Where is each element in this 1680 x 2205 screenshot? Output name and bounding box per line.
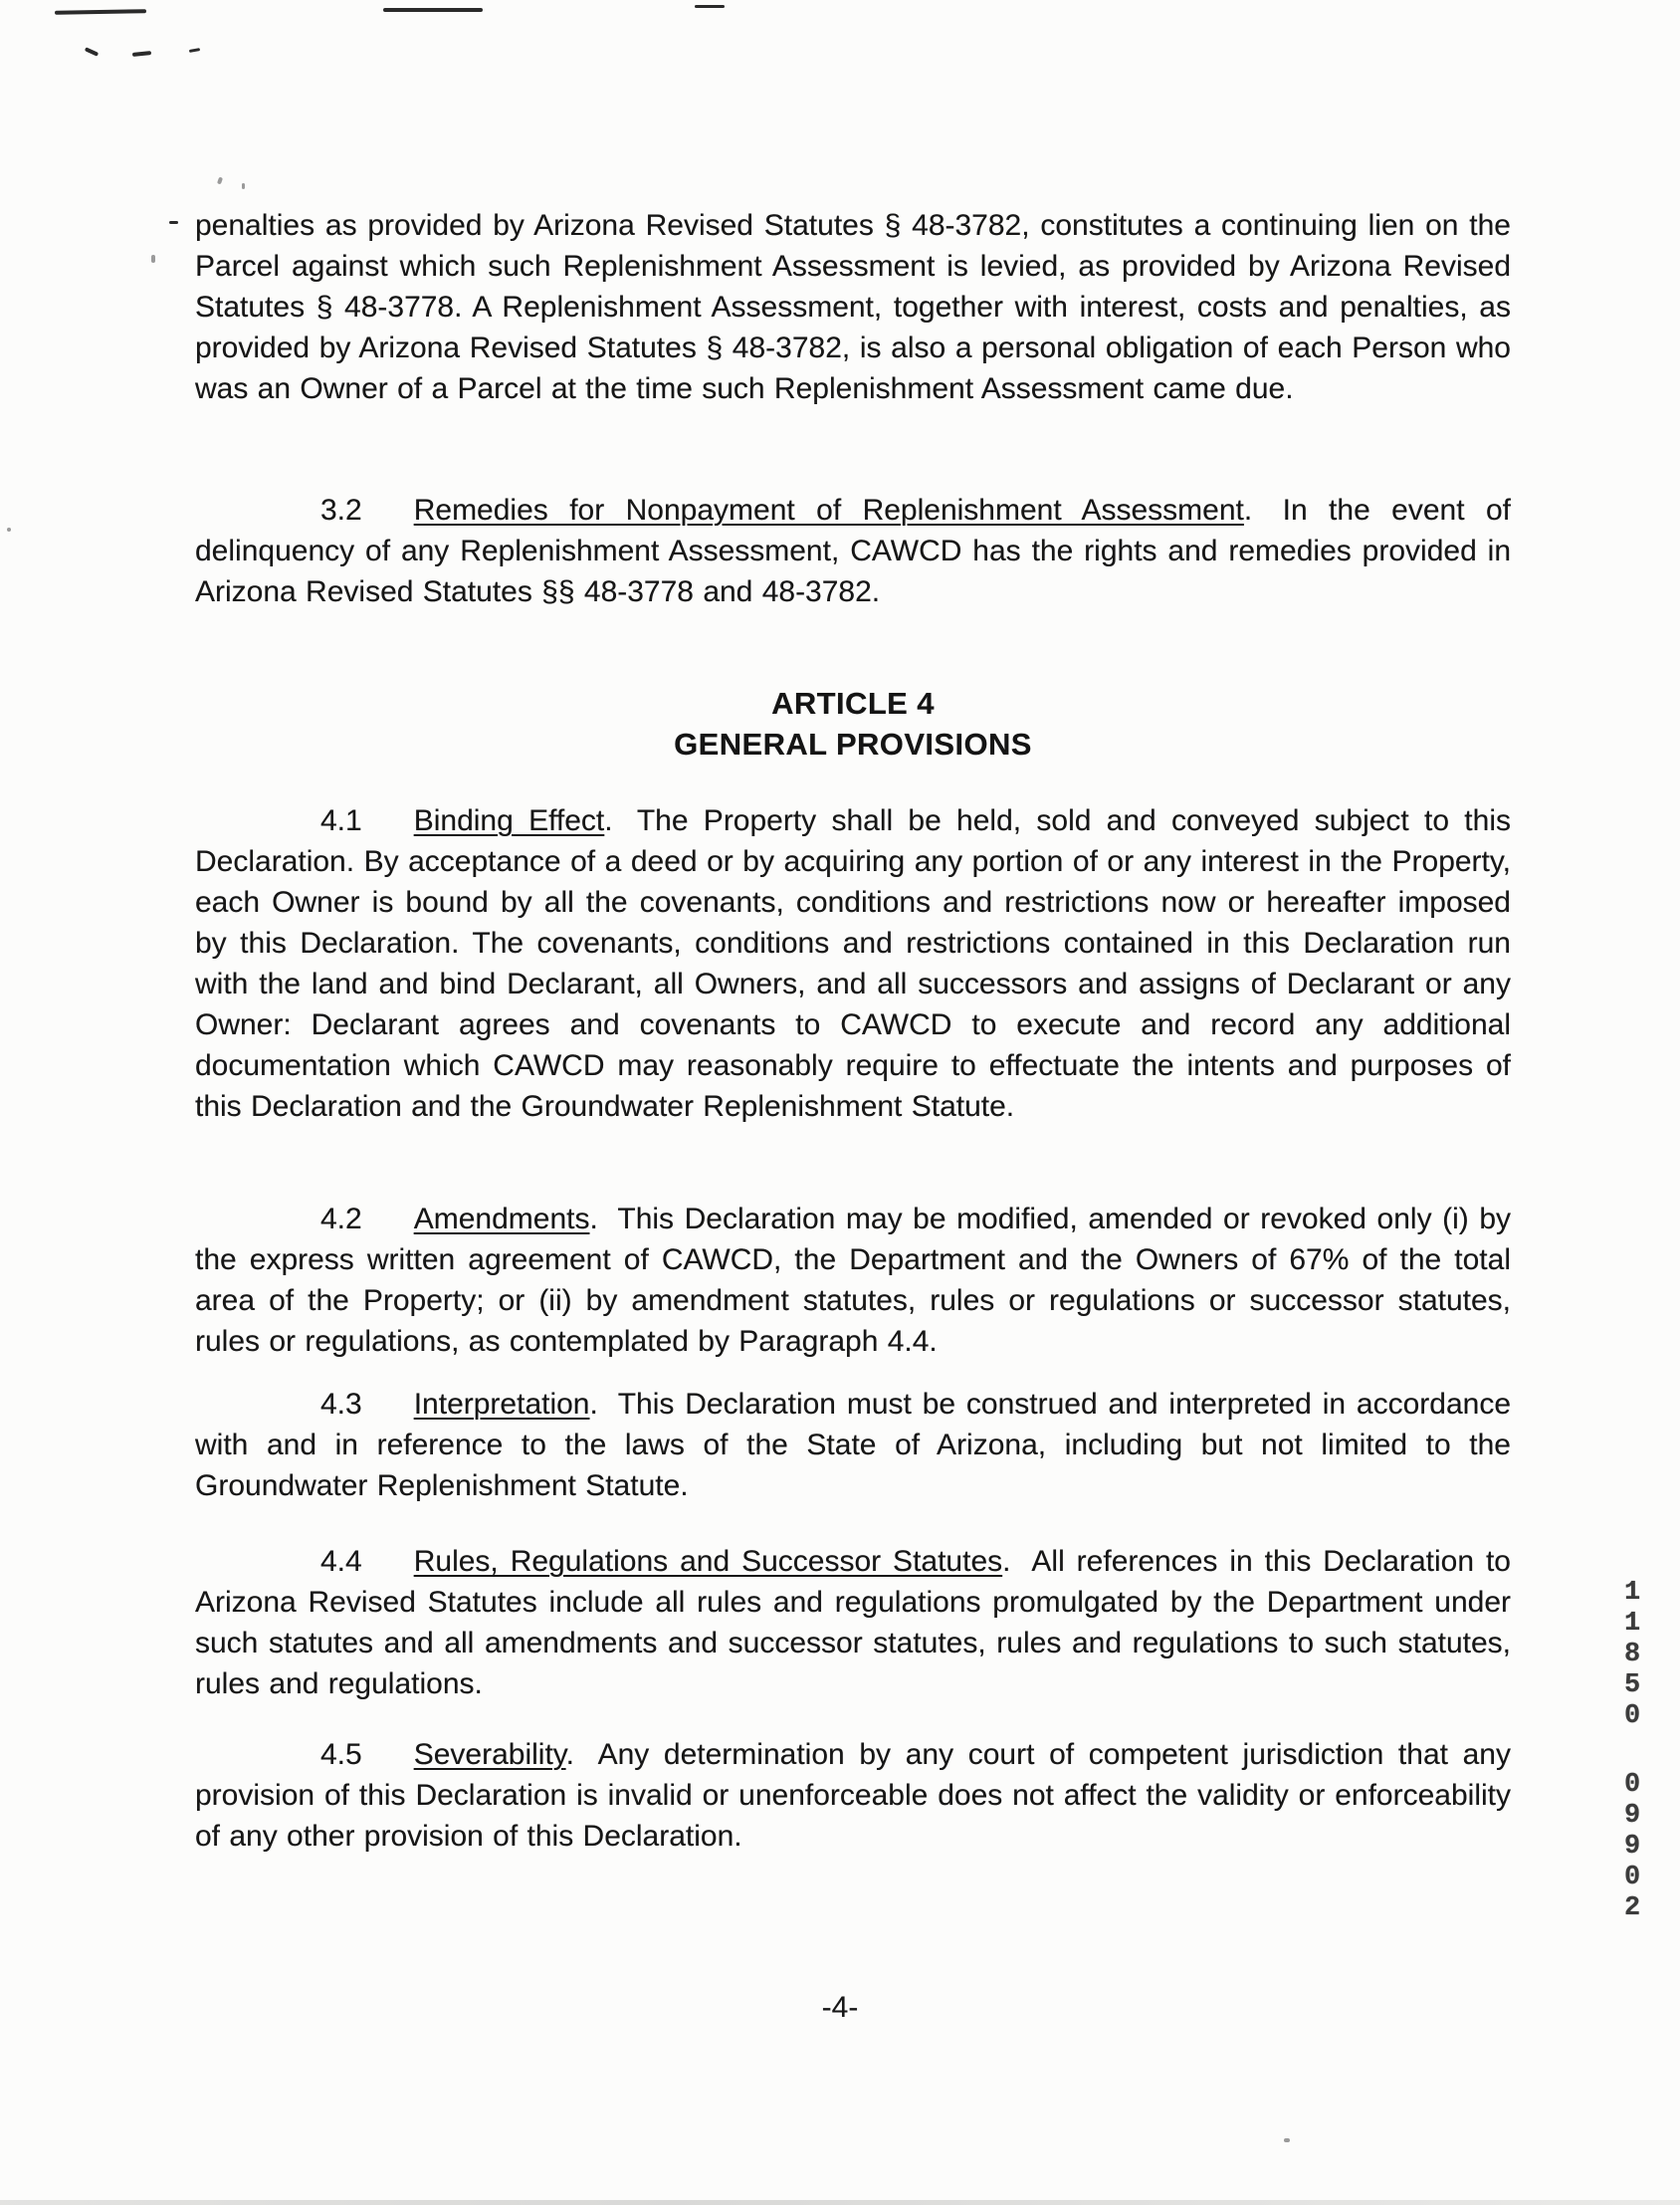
margin-stamp-gap	[1624, 1732, 1650, 1770]
section-title: Severability	[413, 1738, 566, 1771]
scan-artifact-speck-3	[151, 255, 155, 263]
scan-artifact-pen-mark-1	[85, 47, 99, 57]
section-3-2	[195, 490, 1511, 612]
section-title-period: .	[604, 804, 628, 837]
scan-artifact-speck-5	[1284, 2138, 1290, 2142]
scan-edge-shadow	[0, 2200, 1680, 2205]
scan-artifact-top-line-2	[383, 8, 483, 12]
article-heading-line2: GENERAL PROVISIONS	[674, 727, 1032, 762]
section-body: This Declaration must be construed and interpreted in accordance with and in reference to the laws of the State of Arizona, including but not limited to the Groundwater Replenishment Statute.	[195, 1388, 1512, 1502]
scan-artifact-pen-mark-2	[132, 51, 151, 57]
section-number: 3.2	[320, 494, 362, 527]
intro-paragraph-text: penalties as provided by Arizona Revised Statutes § 48-3782, constitutes a continuing lien on the Parcel against which such Replenishment Assessment is levied, as provided by Arizona Revised Statutes § 48-3778. A Replenishment Assessment, together with interest, costs and penalties, as provided by Arizona Revised Statutes § 48-3782, is also a personal obligation of each Person who was an Owner of a Parcel at the time such Replenishment Assessment came due.	[195, 209, 1511, 405]
section-4-4	[195, 1541, 1511, 1704]
section-title: Remedies for Nonpayment of Replenishment Assessment	[413, 494, 1244, 527]
scan-artifact-speck-1	[217, 177, 223, 185]
section-number: 4.2	[320, 1203, 362, 1235]
section-4-5	[195, 1734, 1511, 1857]
scan-artifact-speck-2	[242, 183, 245, 189]
section-title: Rules, Regulations and Successor Statutes	[413, 1545, 1003, 1578]
section-title: Binding Effect	[413, 804, 605, 837]
section-title: Amendments	[413, 1203, 590, 1235]
section-body: All references in this Declaration to Arizona Revised Statutes include all rules and regulations promulgated by the Department under such statutes and all amendments and successor statutes, rules and regulations to such statutes, rules and regulations.	[195, 1545, 1511, 1700]
article-heading	[195, 683, 1511, 765]
section-title-period: .	[1002, 1545, 1023, 1578]
section-number: 4.3	[320, 1388, 362, 1421]
scan-artifact-pen-mark-3	[189, 48, 200, 53]
scan-artifact-top-line-1	[55, 9, 146, 15]
section-number: 4.4	[320, 1545, 362, 1578]
article-heading-line1: ARTICLE 4	[771, 686, 935, 721]
scan-artifact-top-line-3	[695, 5, 725, 8]
section-title-period: .	[589, 1203, 609, 1235]
section-4-1	[195, 800, 1511, 1127]
section-number: 4.1	[320, 804, 362, 837]
section-number: 4.5	[320, 1738, 362, 1771]
intro-paragraph	[195, 205, 1511, 409]
section-title-period: .	[1243, 494, 1274, 527]
section-body: This Declaration may be modified, amended or revoked only (i) by the express written agreement of CAWCD, the Department and the Owners of 67% of the total area of the Property; or (ii) by amendment statutes, rules or regulations or successor statutes, rules or regulations, as contemplated by Paragraph 4.4.	[195, 1203, 1512, 1358]
section-body: The Property shall be held, sold and conveyed subject to this Declaration. By acceptance of a deed or by acquiring any portion of or any interest in the Property, each Owner is bound by all the covenants, conditions and restrictions now or hereafter imposed by this Declaration. The covenants, conditions and restrictions contained in this Declaration run with the land and bind Declarant, all Owners, and all successors and assigns of Declarant or any Owner: Declarant agrees and covenants to CAWCD to execute and record any additional documentation which CAWCD may reasonably require to effectuate the intents and purposes of this Declaration and the Groundwater Replenishment Statute.	[195, 804, 1511, 1123]
section-body: In the event of delinquency of any Replenishment Assessment, CAWCD has the rights and remedies provided in Arizona Revised Statutes §§ 48-3778 and 48-3782.	[195, 494, 1511, 608]
section-title: Interpretation	[413, 1388, 590, 1421]
section-body: Any determination by any court of competent jurisdiction that any provision of this Declaration is invalid or unenforceable does not affect the validity or enforceability of any other provision of this Declaration.	[195, 1738, 1511, 1853]
section-4-2	[195, 1199, 1511, 1362]
margin-recording-stamp	[1624, 1578, 1650, 1924]
section-4-3	[195, 1384, 1511, 1506]
page-number: -4-	[821, 1991, 859, 2024]
margin-stamp-top-number: 11850	[1624, 1578, 1641, 1731]
scan-artifact-speck-4	[7, 528, 11, 532]
margin-stamp-bottom-number: 09902	[1624, 1770, 1641, 1923]
scan-artifact-dash-1	[169, 221, 178, 224]
section-title-period: .	[565, 1738, 589, 1771]
section-title-period: .	[589, 1388, 609, 1421]
